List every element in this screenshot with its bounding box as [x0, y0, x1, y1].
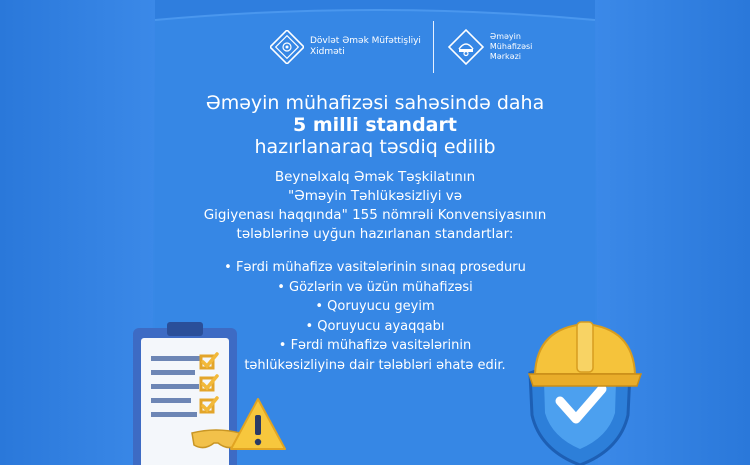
list-item: • Gözlərin və üzün mühafizəsi [277, 279, 473, 295]
emblem-icon [270, 30, 304, 64]
headline-line-2: 5 milli standart [293, 114, 457, 136]
center-emblem-icon [448, 29, 484, 65]
headline-line-3: hazırlanaraq təsdiq edilib [254, 136, 496, 158]
list-item: • Qoruyucu ayaqqabı [305, 318, 445, 334]
intro-line-1: Beynəlxalq Əmək Təşkilatının [274, 169, 476, 185]
headline-line-1: Əməyin mühafizəsi sahəsində daha [205, 92, 545, 114]
intro-text [0, 168, 750, 244]
list-item: • Fərdi mühafizə vasitələrinin [278, 338, 472, 353]
intro-line-3: Gigiyenası haqqında" 155 nömrəli Konvensiyasının [203, 207, 547, 223]
list-item: • Fərdi mühafizə vasitələrinin sınaq proseduru [224, 260, 526, 275]
list-item: təhlükəsizliyinə dair tələbləri əhatə edir. [244, 357, 506, 373]
intro-line-2: "Əməyin Təhlükəsizliyi və [287, 188, 463, 204]
logo2-text: Əməyin Mühafizəsi Mərkəzi [489, 32, 533, 61]
intro-line-4: tələblərinə uyğun hazırlanan standartlar: [236, 226, 514, 242]
dovlet-emek-mufettishliyi-logo [270, 30, 421, 64]
hard-hat-icon [525, 316, 645, 396]
logo1-text: Dövlət Əmək Müfəttişliyi Xidməti [310, 36, 421, 57]
emeyin-muhafizesi-merkezi-logo [448, 29, 533, 65]
header-divider [433, 21, 434, 73]
list-item: • Qoruyucu geyim [315, 299, 435, 314]
warning-sign-icon [228, 395, 288, 455]
header-logos [270, 18, 532, 76]
